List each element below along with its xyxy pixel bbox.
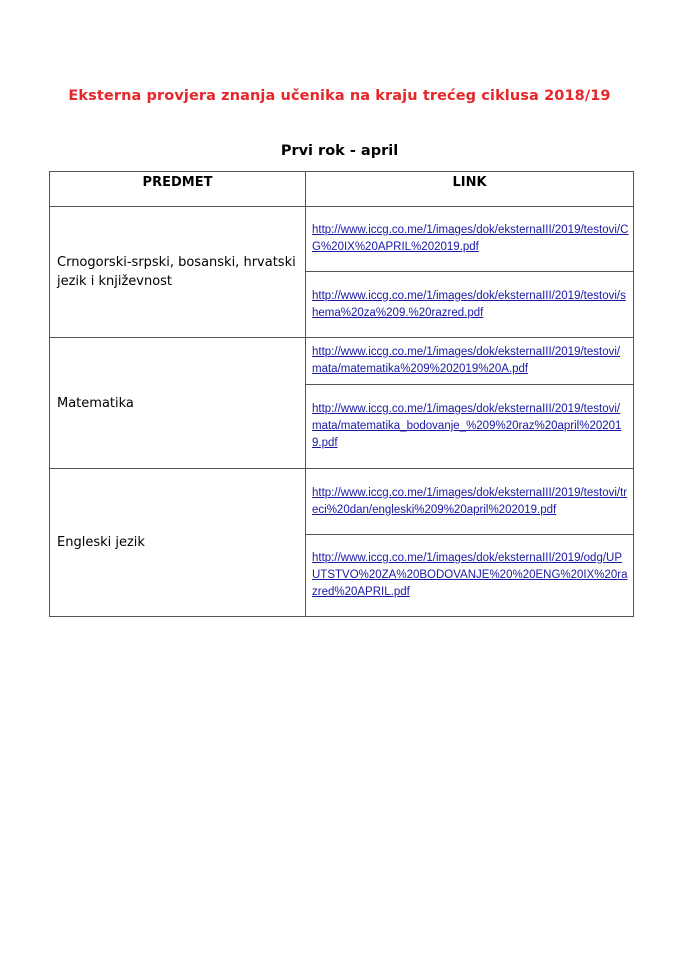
pdf-link[interactable]: http://www.iccg.co.me/1/images/dok/eksternaIII/2019/testovi/CG%20IX%20APRIL%202019.pdf: [312, 224, 629, 253]
link-cell: [306, 207, 634, 272]
header-predmet: PREDMET: [50, 172, 306, 207]
link-cell: [306, 385, 634, 469]
pdf-link[interactable]: http://www.iccg.co.me/1/images/dok/eksternaIII/2019/testovi/mata/matematika%209%202019%20A.pdf: [312, 346, 621, 375]
link-cell: [306, 535, 634, 617]
subject-cell: Crnogorski-srpski, bosanski, hrvatski jezik i književnost: [50, 207, 306, 338]
links-table: [49, 171, 634, 617]
link-cell: [306, 469, 634, 535]
subject-cell: Matematika: [50, 338, 306, 469]
link-cell: [306, 272, 634, 338]
pdf-link[interactable]: http://www.iccg.co.me/1/images/dok/eksternaIII/2019/testovi/shema%20za%209.%20razred.pdf: [312, 289, 626, 319]
pdf-link[interactable]: http://www.iccg.co.me/1/images/dok/eksternaIII/2019/odg/UPUTSTVO%20ZA%20BODOVANJE%20%20ENG%20IX%20razred%20APRIL.pdf: [312, 552, 628, 598]
pdf-link[interactable]: http://www.iccg.co.me/1/images/dok/eksternaIII/2019/testovi/treci%20dan/engleski%209%20april%202019.pdf: [312, 486, 628, 516]
header-link: LINK: [306, 172, 634, 207]
link-cell: [306, 338, 634, 385]
document-title: Eksterna provjera znanja učenika na kraju trećeg ciklusa 2018/19: [68, 88, 611, 104]
table-row: [50, 469, 634, 535]
subject-cell: Engleski jezik: [50, 469, 306, 617]
table-row: [50, 207, 634, 272]
table-row: [50, 338, 634, 385]
pdf-link[interactable]: http://www.iccg.co.me/1/images/dok/eksternaIII/2019/testovi/mata/matematika_bodovanje_%209%20raz%20april%202019.pdf: [312, 403, 622, 449]
document-subtitle: Prvi rok - april: [280, 143, 399, 159]
table-header-row: [50, 172, 634, 207]
